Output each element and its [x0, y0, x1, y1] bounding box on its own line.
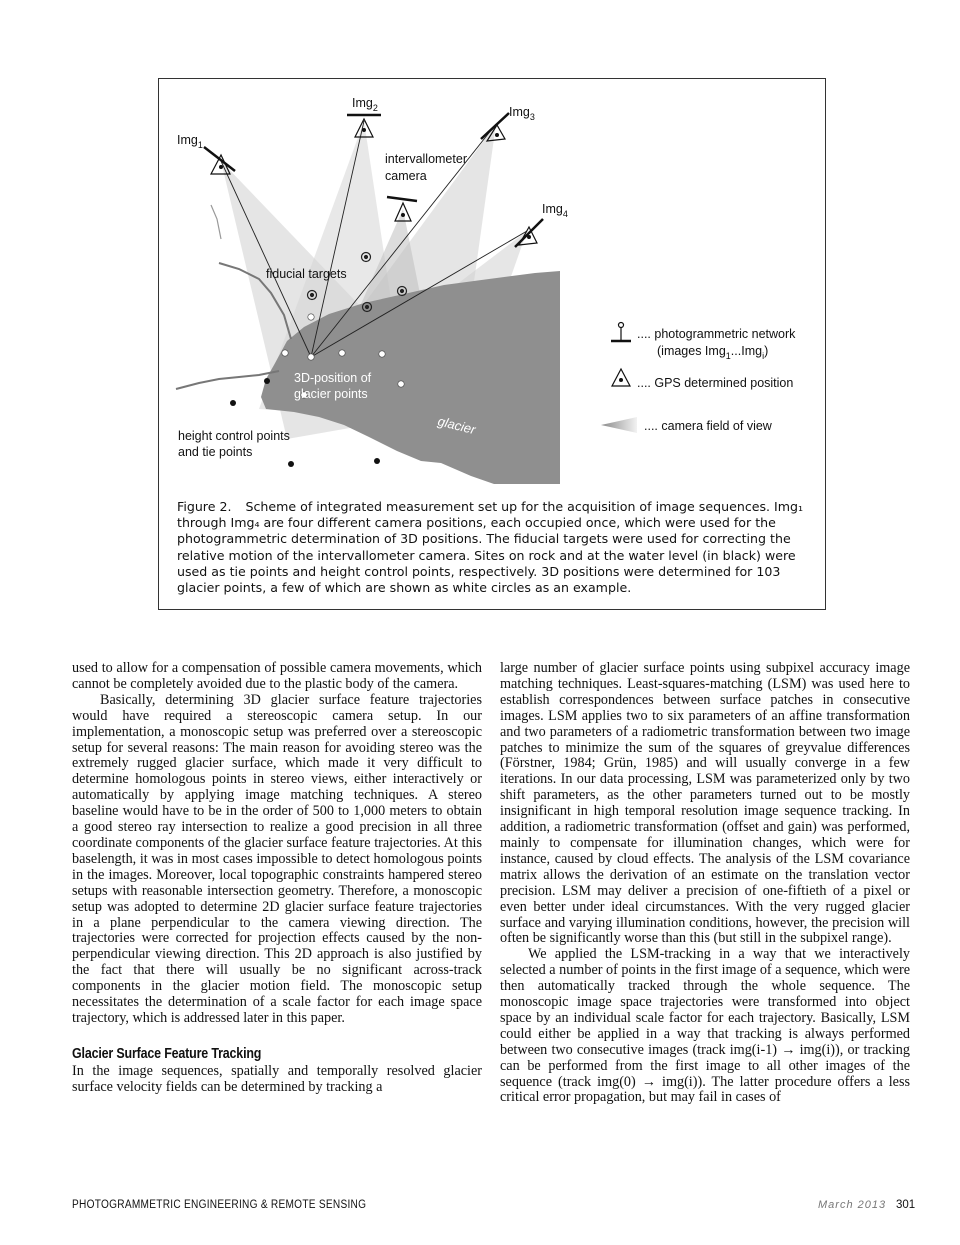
right-column — [500, 661, 910, 1106]
svg-text:(images Img1...Imgi): (images Img$_1$...Img$_i$) — [657, 344, 769, 361]
svg-text:Img4: Img$_4$ — [542, 202, 568, 219]
left-paragraph-2: Basically, determining 3D glacier surface feature trajectories would have required a stereoscopic camera setup. In our implementation, a monoscopic setup was preferred over a stereoscopic setup for several reasons: The main reason for avoiding stereo was the extremely rugged glacier surface, which made it very difficult to determine homologous points in stereo views, either interactively or automatically by applying image matching techniques. A stereo baseline would have to be in the order of 500 to 1,000 meters to obtain a good stereo ray intersection to realize a good precision in all three coordinate components of the glacier surface feature trajectories. At this baselength, it was in most cases impossible to detect homologous points in the images. Moreover, local topographic constraints hampered stereo setups with reasonable intersection geometry. Therefore, a monoscopic setup was adopted to determine 2D glacier surface feature trajectories in a plane perpendicular to the camera viewing direction. The trajectories were corrected for projection effects caused by the non-perpendicular viewing direction. This 2D approach is also justified by the fact that there will usually be no significant across-track components in the glacier motion field. The monoscopic setup necessitates the determination of a scale factor for each image space trajectory, which is addressed later in this paper. — [72, 691, 482, 1026]
right-paragraph-1: large number of glacier surface points using subpixel accuracy image matching techniques. Least-squares-matching (LSM) was used here to establish correspondences between surface patches in consecutive images. LSM applies two to six parameters of an affine transformation and two parameters of a radiometric transformation between two image patches to minimize the sum of the squares of greyvalue differences (Förstner, 1984; Grün, 1985) and will usually converge in a few iterations. In our data processing, LSM was parameterized only by two shift parameters, as the other parameters turned out to be mostly insignificant in high temporal resolution image sequence tracking. In addition, a radiometric transformation (offset and gain) was performed, mainly to compensate for illumination changes, which were for instance, caused by cloud effects. The analysis of the LSM covariance matrix allows the derivation of an estimate on the translation vector precision. LSM may deliver a precision of one-fiftieth of a pixel or even better under ideal circumstances. With the very rugged glacier surface and varying illumination conditions, however, the precision will often be significantly worse than this (but still in the subpixel range). — [500, 660, 910, 947]
camera-img1 — [204, 147, 235, 174]
left-paragraph-3: In the image sequences, spatially and temporally resolved glacier surface velocity fields can be determined by tracking a — [72, 1062, 482, 1095]
legend — [601, 323, 796, 434]
left-column — [72, 661, 482, 1096]
water-level-line — [176, 371, 279, 389]
page-number: 301 — [896, 1199, 916, 1211]
figure-caption-label: Figure 2. — [177, 499, 232, 514]
svg-text:height control points: height control points — [178, 429, 290, 443]
camera-img3 — [481, 113, 509, 141]
left-paragraph-1: used to allow for a compensation of possible camera movements, which cannot be completely avoided due to the plastic body of the camera. — [72, 660, 482, 692]
svg-text:intervallometer: intervallometer — [385, 152, 467, 166]
figure-caption-text: Scheme of integrated measurement set up for the acquisition of image sequences. Img₁ through Img₄ are four different camera positions, each occupied once, which were used for the photogrammetric determination of 3D positions. The fiducial targets were used for correcting the relative motion of the intervallometer camera. Sites on rock and at the water level (in black) were used as tie points and height control points, respectively. 3D positions were determined for 103 glacier points, a few of which are shown as white circles as an example. — [177, 499, 804, 596]
legend-gps-icon — [612, 369, 630, 386]
svg-text:.... GPS determined position: .... GPS determined position — [637, 376, 794, 390]
svg-text:glacier: glacier — [436, 413, 478, 438]
section-heading: Glacier Surface Feature Tracking — [72, 1045, 262, 1062]
svg-text:Img2: Img$_2$ — [352, 96, 378, 113]
figure-caption — [177, 499, 807, 596]
svg-text:3D-position of: 3D-position of — [294, 371, 372, 385]
legend-fov-icon — [601, 417, 637, 433]
svg-text:camera: camera — [385, 169, 427, 183]
journal-name: PHOTOGRAMMETRIC ENGINEERING & REMOTE SENSING — [72, 1199, 367, 1211]
svg-text:.... photogrammetric network: .... photogrammetric network — [637, 327, 796, 341]
issue-date: March 2013 — [818, 1199, 887, 1211]
svg-text:and tie points: and tie points — [178, 445, 253, 459]
svg-text:Img1: Img$_1$ — [177, 133, 203, 150]
legend-network-icon — [611, 323, 631, 342]
svg-text:Img3: Img$_3$ — [509, 105, 535, 122]
figure-2 — [158, 78, 826, 610]
svg-text:.... camera field of view: .... camera field of view — [644, 419, 772, 433]
camera-img4 — [515, 219, 543, 247]
svg-text:fiducial targets: fiducial targets — [266, 267, 347, 281]
right-paragraph-2: We applied the LSM-tracking in a way that we interactively selected a number of points in the first image of a sequence, which were then automatically tracked through the whole sequence. The monoscopic image space trajectories were transformed into object space by an individual scale factor for each trajectory. Basically, LSM could either be applied in a way that tracking is always performed between two consecutive images (track img(i-1) → img(i)), or tracking can be performed from the first image to all other images of the sequence (track img(0) → img(i)). The latter procedure offers a less critical error propagation, but may fail in cases of — [500, 946, 910, 1106]
svg-text:glacier points: glacier points — [294, 387, 368, 401]
